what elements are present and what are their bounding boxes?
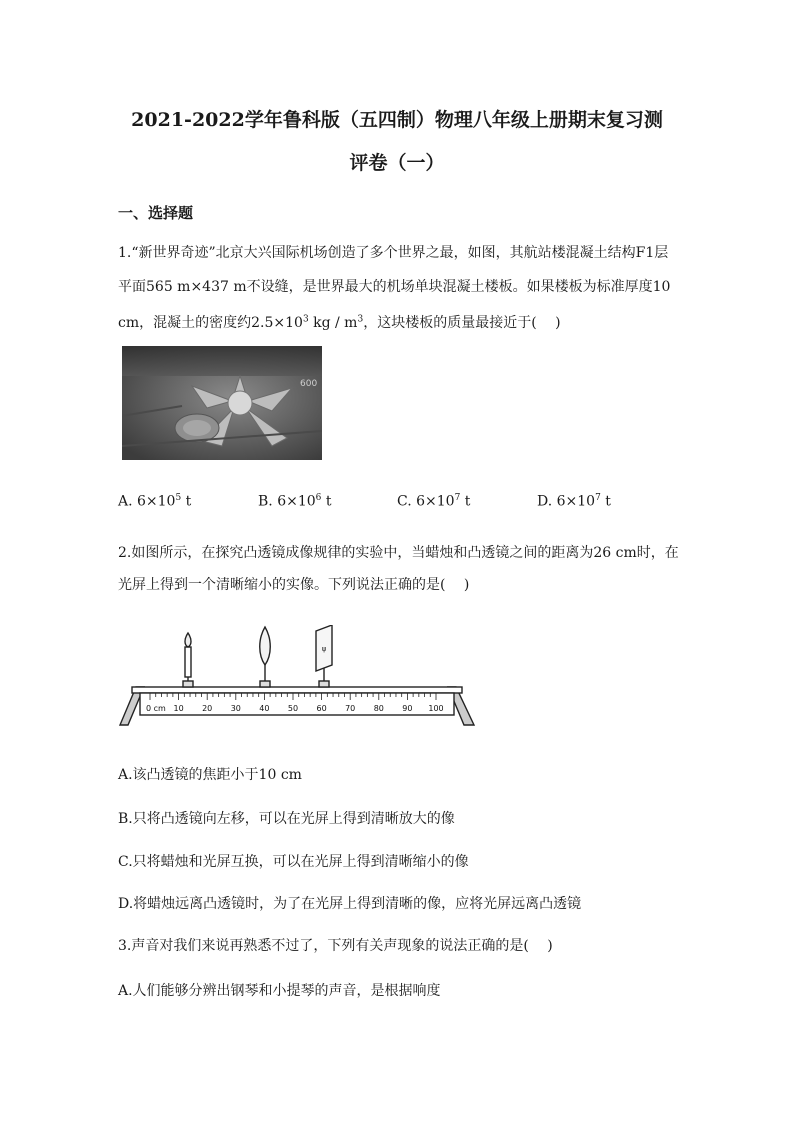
q1-option-a-base: A. 6×10	[118, 493, 176, 510]
ruler-label: 0 cm	[146, 704, 166, 713]
q2-option-b[interactable]: B.只将凸透镜向左移，可以在光屏上得到清晰放大的像	[118, 811, 455, 827]
ruler-label: 30	[230, 704, 241, 713]
q1-option-d-exp: 7	[595, 493, 601, 503]
q1-line3-text: cm，混凝土的密度约2.5×10	[118, 315, 303, 331]
q1-option-c-exp: 7	[454, 493, 461, 503]
ruler-label: 100	[428, 704, 444, 713]
q1-option-a[interactable]	[118, 493, 191, 510]
exam-title-line2: 评卷（一）	[349, 152, 445, 174]
q1-line3-unit: kg / m	[308, 315, 358, 331]
q1-stem-line2: 平面565 m×437 m不设缝，是世界最大的机场单块混凝土楼板。如果楼板为标准厚度10	[118, 279, 671, 295]
bench-rail	[132, 687, 462, 693]
ruler-label: 60	[316, 704, 327, 713]
q1-stem-line3	[118, 312, 561, 332]
convex-lens	[260, 627, 271, 665]
q2-stem-line2: 光屏上得到一个清晰缩小的实像。下列说法正确的是( )	[118, 577, 470, 593]
q2-option-d[interactable]: D.将蜡烛远离凸透镜时，为了在光屏上得到清晰的像，应将光屏远离凸透镜	[118, 896, 582, 912]
section-heading: 一、选择题	[118, 204, 194, 222]
q1-option-c[interactable]	[397, 493, 470, 510]
q3-option-a[interactable]: A.人们能够分辨出钢琴和小提琴的声音，是根据响度	[118, 983, 441, 999]
exam-title-line1: 2021-2022学年鲁科版（五四制）物理八年级上册期末复习测	[131, 109, 663, 131]
q1-option-b-base: B. 6×10	[258, 493, 316, 510]
q1-option-c-unit: t	[460, 493, 471, 510]
q2-stem-line1: 2.如图所示，在探究凸透镜成像规律的实验中，当蜡烛和凸透镜之间的距离为26 cm时，在	[118, 545, 679, 561]
ruler-label: 80	[373, 704, 384, 713]
q2-option-a[interactable]: A.该凸透镜的焦距小于10 cm	[118, 767, 302, 783]
airport-aerial-photo	[122, 346, 322, 460]
q1-option-d-unit: t	[600, 493, 611, 510]
q1-option-a-unit: t	[181, 493, 192, 510]
ruler-label: 20	[202, 704, 213, 713]
candle-flame	[185, 633, 191, 647]
ruler-label: 40	[259, 704, 270, 713]
ruler-label: 90	[402, 704, 413, 713]
ruler-label: 70	[345, 704, 356, 713]
ruler-label: 10	[173, 704, 184, 713]
q1-option-a-exp: 5	[175, 493, 182, 503]
svg-text:ψ: ψ	[321, 645, 327, 653]
q1-option-c-base: C. 6×10	[397, 493, 455, 510]
optical-bench-diagram	[118, 625, 476, 735]
photo-watermark: 600	[300, 379, 318, 389]
q1-line3-end: ，这块楼板的质量最接近于( )	[363, 315, 561, 331]
q1-unit-exponent: 3	[357, 314, 364, 325]
q3-stem-line1: 3.声音对我们来说再熟悉不过了，下列有关声现象的说法正确的是( )	[118, 938, 553, 954]
q1-density-exponent: 3	[302, 314, 309, 325]
q2-option-c[interactable]: C.只将蜡烛和光屏互换，可以在光屏上得到清晰缩小的像	[118, 854, 469, 870]
ruler-label: 50	[287, 704, 299, 713]
q1-option-b-unit: t	[321, 493, 332, 510]
q1-option-d[interactable]	[537, 493, 611, 510]
q1-option-b-exp: 6	[315, 493, 322, 503]
q1-option-b[interactable]	[258, 493, 331, 510]
q1-option-d-base: D. 6×10	[537, 493, 596, 510]
q1-stem-line1: 1.“新世界奇迹”北京大兴国际机场创造了多个世界之最，如图，其航站楼混凝土结构F1层	[118, 245, 669, 261]
